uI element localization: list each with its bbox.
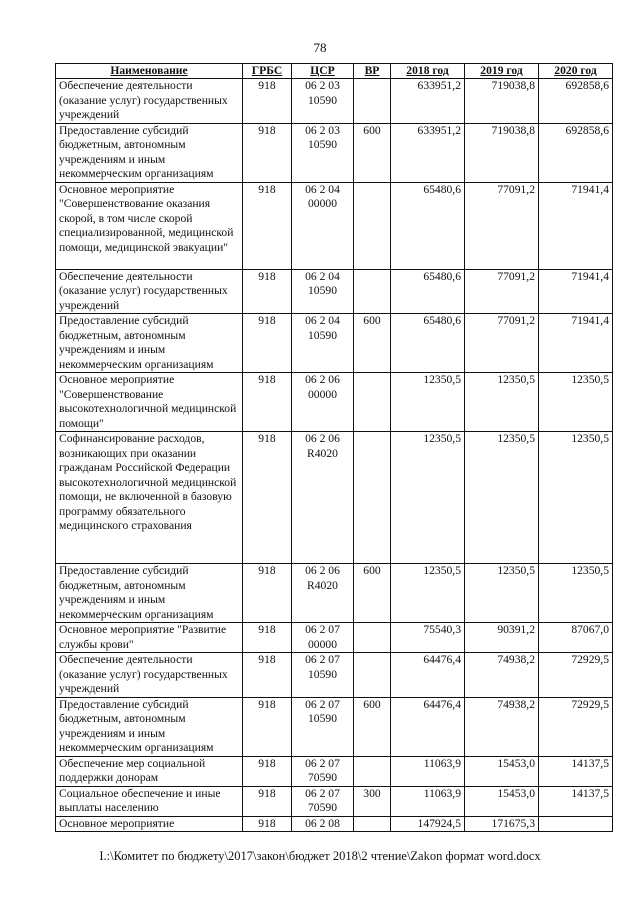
cell-vr bbox=[354, 269, 391, 314]
table-header-row bbox=[56, 64, 613, 79]
header-2018: 2018 год bbox=[391, 64, 465, 79]
table-row bbox=[56, 756, 613, 786]
cell-name: Предоставление субсидий бюджетным, автономным учреждениям и иным некоммерческим организациям bbox=[56, 697, 243, 756]
cell-csr: 06 2 03 10590 bbox=[292, 123, 354, 182]
cell-2018: 65480,6 bbox=[391, 182, 465, 269]
cell-grbs: 918 bbox=[243, 314, 292, 373]
cell-csr: 06 2 07 10590 bbox=[292, 653, 354, 698]
cell-name: Основное мероприятие "Развитие службы крови" bbox=[56, 623, 243, 653]
cell-2020: 71941,4 bbox=[539, 182, 613, 269]
cell-2019: 77091,2 bbox=[465, 314, 539, 373]
cell-2020: 692858,6 bbox=[539, 123, 613, 182]
cell-2020: 14137,5 bbox=[539, 756, 613, 786]
cell-grbs: 918 bbox=[243, 786, 292, 816]
cell-grbs: 918 bbox=[243, 564, 292, 623]
cell-name: Социальное обеспечение и иные выплаты населению bbox=[56, 786, 243, 816]
cell-vr: 600 bbox=[354, 314, 391, 373]
cell-2019: 12350,5 bbox=[465, 564, 539, 623]
table-body bbox=[56, 79, 613, 832]
cell-csr: 06 2 06 R4020 bbox=[292, 564, 354, 623]
table-row bbox=[56, 314, 613, 373]
cell-2019: 12350,5 bbox=[465, 373, 539, 432]
cell-2020 bbox=[539, 816, 613, 832]
cell-csr: 06 2 07 70590 bbox=[292, 756, 354, 786]
table-row bbox=[56, 432, 613, 564]
cell-2018: 64476,4 bbox=[391, 653, 465, 698]
cell-2018: 65480,6 bbox=[391, 269, 465, 314]
cell-2020: 87067,0 bbox=[539, 623, 613, 653]
cell-2018: 633951,2 bbox=[391, 123, 465, 182]
cell-2020: 72929,5 bbox=[539, 653, 613, 698]
table-row bbox=[56, 564, 613, 623]
header-2019: 2019 год bbox=[465, 64, 539, 79]
cell-2019: 15453,0 bbox=[465, 756, 539, 786]
cell-name: Основное мероприятие bbox=[56, 816, 243, 832]
cell-name: Предоставление субсидий бюджетным, автономным учреждениям и иным некоммерческим организациям bbox=[56, 123, 243, 182]
cell-2019: 719038,8 bbox=[465, 79, 539, 124]
cell-grbs: 918 bbox=[243, 697, 292, 756]
cell-2019: 90391,2 bbox=[465, 623, 539, 653]
header-csr: ЦСР bbox=[292, 64, 354, 79]
cell-csr: 06 2 07 10590 bbox=[292, 697, 354, 756]
cell-vr bbox=[354, 623, 391, 653]
table-row bbox=[56, 79, 613, 124]
table-row bbox=[56, 123, 613, 182]
cell-grbs: 918 bbox=[243, 79, 292, 124]
cell-grbs: 918 bbox=[243, 816, 292, 832]
cell-2020: 71941,4 bbox=[539, 269, 613, 314]
header-grbs: ГРБС bbox=[243, 64, 292, 79]
cell-name: Основное мероприятие "Совершенствование высокотехнологичной медицинской помощи" bbox=[56, 373, 243, 432]
cell-csr: 06 2 07 00000 bbox=[292, 623, 354, 653]
cell-vr: 300 bbox=[354, 786, 391, 816]
table-row bbox=[56, 786, 613, 816]
cell-2019: 74938,2 bbox=[465, 653, 539, 698]
cell-name: Обеспечение деятельности (оказание услуг) государственных учреждений bbox=[56, 269, 243, 314]
cell-2020: 14137,5 bbox=[539, 786, 613, 816]
cell-vr: 600 bbox=[354, 564, 391, 623]
header-2020: 2020 год bbox=[539, 64, 613, 79]
cell-name: Обеспечение мер социальной поддержки донорам bbox=[56, 756, 243, 786]
cell-name: Предоставление субсидий бюджетным, автономным учреждениям и иным некоммерческим организациям bbox=[56, 564, 243, 623]
header-name: Наименование bbox=[56, 64, 243, 79]
cell-2019: 12350,5 bbox=[465, 432, 539, 564]
cell-vr bbox=[354, 816, 391, 832]
cell-vr bbox=[354, 182, 391, 269]
cell-name: Обеспечение деятельности (оказание услуг) государственных учреждений bbox=[56, 653, 243, 698]
cell-2019: 171675,3 bbox=[465, 816, 539, 832]
cell-grbs: 918 bbox=[243, 373, 292, 432]
cell-2018: 11063,9 bbox=[391, 756, 465, 786]
cell-2019: 74938,2 bbox=[465, 697, 539, 756]
page-number: 78 bbox=[313, 40, 327, 55]
cell-vr bbox=[354, 653, 391, 698]
cell-csr: 06 2 07 70590 bbox=[292, 786, 354, 816]
cell-2020: 71941,4 bbox=[539, 314, 613, 373]
cell-2018: 12350,5 bbox=[391, 432, 465, 564]
cell-2018: 11063,9 bbox=[391, 786, 465, 816]
cell-grbs: 918 bbox=[243, 623, 292, 653]
cell-csr: 06 2 03 10590 bbox=[292, 79, 354, 124]
cell-grbs: 918 bbox=[243, 653, 292, 698]
table-row bbox=[56, 653, 613, 698]
cell-2019: 77091,2 bbox=[465, 269, 539, 314]
cell-grbs: 918 bbox=[243, 432, 292, 564]
cell-2018: 64476,4 bbox=[391, 697, 465, 756]
cell-grbs: 918 bbox=[243, 269, 292, 314]
table-row bbox=[56, 269, 613, 314]
cell-2020: 12350,5 bbox=[539, 564, 613, 623]
cell-2020: 12350,5 bbox=[539, 432, 613, 564]
cell-grbs: 918 bbox=[243, 182, 292, 269]
cell-csr: 06 2 04 10590 bbox=[292, 314, 354, 373]
cell-csr: 06 2 08 bbox=[292, 816, 354, 832]
cell-name: Софинансирование расходов, возникающих при оказании гражданам Российской Федерации высокотехнологичной медицинской помощи, не включенной в базовую программу обязательного медицинского страхования bbox=[56, 432, 243, 564]
cell-name: Предоставление субсидий бюджетным, автономным учреждениям и иным некоммерческим организациям bbox=[56, 314, 243, 373]
cell-2018: 633951,2 bbox=[391, 79, 465, 124]
table-row bbox=[56, 816, 613, 832]
cell-vr: 600 bbox=[354, 123, 391, 182]
cell-2018: 147924,5 bbox=[391, 816, 465, 832]
file-path-footer: I.:\Комитет по бюджету\2017\закон\бюджет 2018\2 чтение\Zakon формат word.docx bbox=[99, 849, 541, 863]
budget-table bbox=[55, 63, 613, 832]
table-row bbox=[56, 182, 613, 269]
cell-2019: 719038,8 bbox=[465, 123, 539, 182]
cell-2020: 692858,6 bbox=[539, 79, 613, 124]
table-row bbox=[56, 373, 613, 432]
table-row bbox=[56, 697, 613, 756]
table-row bbox=[56, 623, 613, 653]
cell-csr: 06 2 04 10590 bbox=[292, 269, 354, 314]
cell-csr: 06 2 06 00000 bbox=[292, 373, 354, 432]
cell-csr: 06 2 06 R4020 bbox=[292, 432, 354, 564]
cell-vr bbox=[354, 432, 391, 564]
cell-vr bbox=[354, 756, 391, 786]
cell-2018: 12350,5 bbox=[391, 373, 465, 432]
cell-2018: 12350,5 bbox=[391, 564, 465, 623]
cell-name: Основное мероприятие "Совершенствование оказания скорой, в том числе скорой специализированной, медицинской помощи, медицинской эвакуации" bbox=[56, 182, 243, 269]
header-vr: ВР bbox=[354, 64, 391, 79]
cell-2018: 75540,3 bbox=[391, 623, 465, 653]
cell-2019: 77091,2 bbox=[465, 182, 539, 269]
cell-name: Обеспечение деятельности (оказание услуг) государственных учреждений bbox=[56, 79, 243, 124]
cell-2019: 15453,0 bbox=[465, 786, 539, 816]
cell-grbs: 918 bbox=[243, 123, 292, 182]
cell-grbs: 918 bbox=[243, 756, 292, 786]
cell-2020: 72929,5 bbox=[539, 697, 613, 756]
cell-vr bbox=[354, 373, 391, 432]
cell-csr: 06 2 04 00000 bbox=[292, 182, 354, 269]
cell-2018: 65480,6 bbox=[391, 314, 465, 373]
cell-2020: 12350,5 bbox=[539, 373, 613, 432]
cell-vr: 600 bbox=[354, 697, 391, 756]
cell-vr bbox=[354, 79, 391, 124]
